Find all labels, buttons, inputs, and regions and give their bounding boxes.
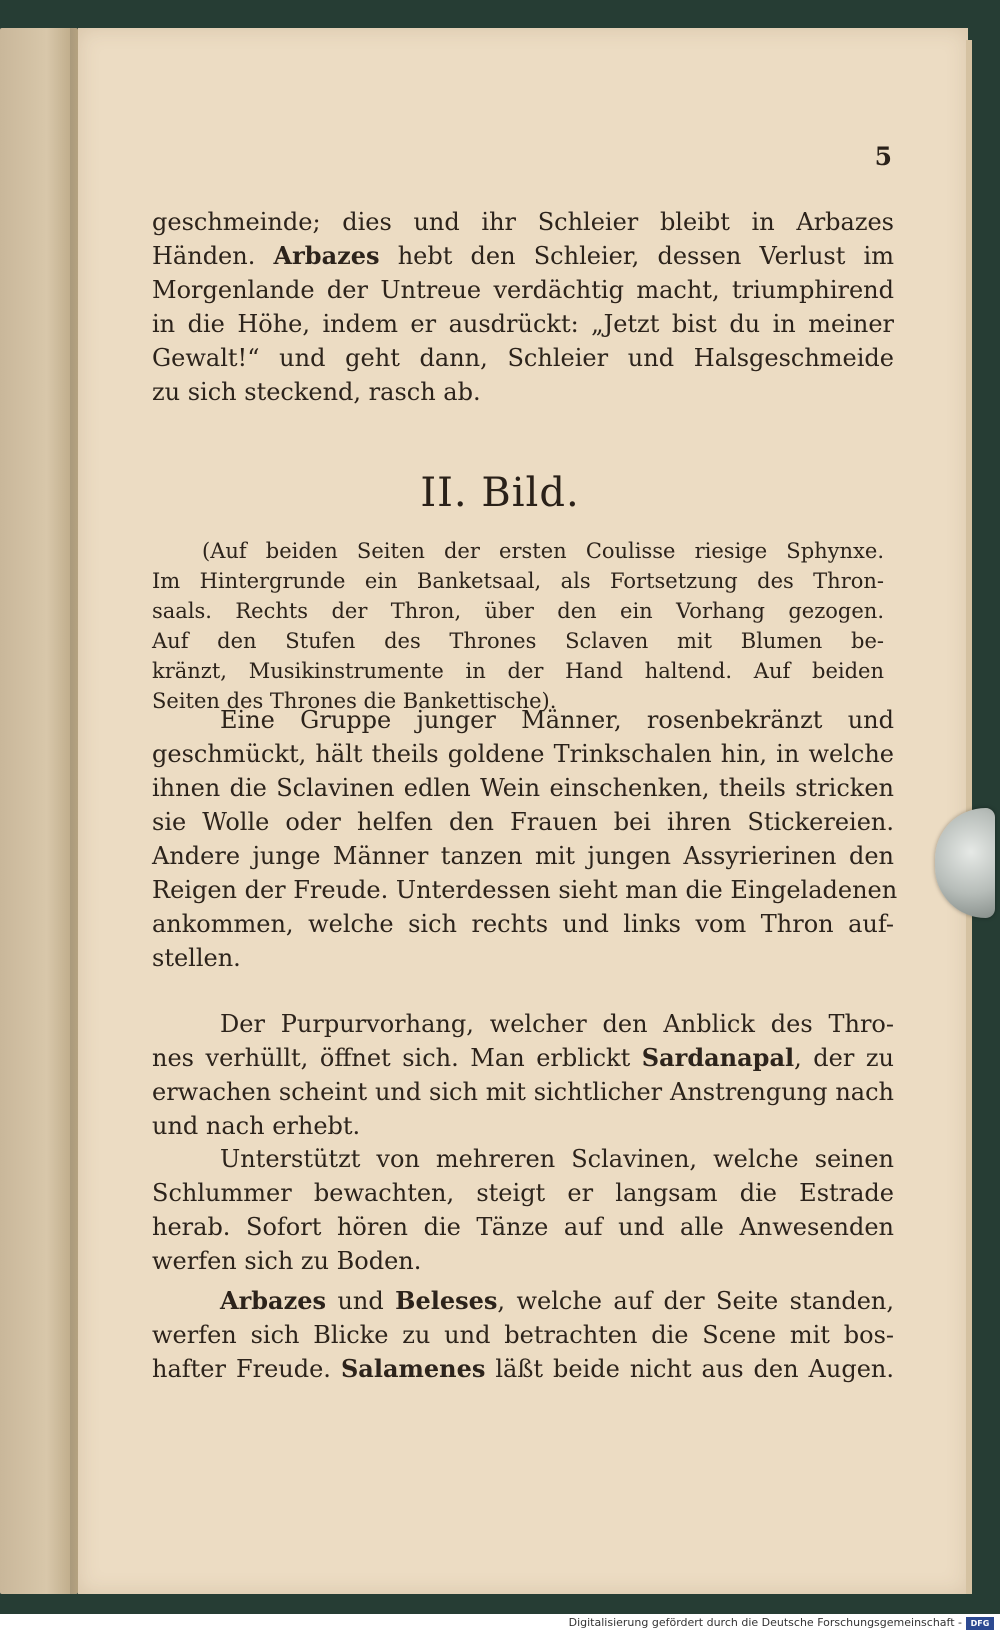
text-line: Im Hintergrunde ein Banketsaal, als Fortsetzung des Thron- [152, 569, 884, 593]
text-line: kränzt, Musikinstrumente in der Hand haltend. Auf beiden [152, 659, 884, 683]
character-name: Arbazes [273, 241, 380, 270]
stage-direction [152, 536, 884, 716]
text-line: ankommen, welche sich rechts und links vom Thron auf- [152, 910, 894, 938]
top-paragraph [152, 205, 894, 409]
paragraph [152, 1284, 894, 1386]
text-line: Arbazes und Beleses, welche auf der Seite standen, [220, 1286, 894, 1315]
text-line: in die Höhe, indem er ausdrückt: „Jetzt bist du in meiner [152, 310, 894, 338]
text-line: Gewalt!“ und geht dann, Schleier und Halsgeschmeide [152, 344, 894, 372]
paragraph [152, 703, 898, 975]
text-line: geschmückt, hält theils goldene Trinkschalen hin, in welche [152, 740, 894, 768]
text-line: Morgenlande der Untreue verdächtig macht, triumphirend [152, 276, 894, 304]
text-line: Händen. Arbazes hebt den Schleier, dessen Verlust im [152, 241, 894, 270]
text-line: und nach erhebt. [152, 1112, 361, 1140]
text-line: nes verhüllt, öffnet sich. Man erblickt Sardanapal, der zu [152, 1043, 894, 1072]
text-line: (Auf beiden Seiten der ersten Coulisse riesige Sphynxe. [202, 539, 884, 563]
digitization-credit: Digitalisierung gefördert durch die Deutsche Forschungsgemeinschaft - [568, 1616, 962, 1629]
text-line: stellen. [152, 944, 241, 972]
character-name: Sardanapal [641, 1043, 795, 1072]
character-name: Arbazes [220, 1286, 327, 1315]
text-line: saals. Rechts der Thron, über den ein Vorhang gezogen. [152, 599, 884, 623]
text-line: geschmeinde; dies und ihr Schleier bleibt in Arbazes [152, 208, 894, 236]
text-line: Der Purpurvorhang, welcher den Anblick des Thro- [220, 1010, 894, 1038]
left-page-edge [0, 28, 78, 1594]
text-line: werfen sich zu Boden. [152, 1247, 422, 1275]
text-line: Unterstützt von mehreren Sclavinen, welche seinen [220, 1145, 894, 1173]
dfg-logo-icon: DFG [966, 1617, 994, 1630]
text-line: sie Wolle oder helfen den Frauen bei ihren Stickereien. [152, 808, 894, 836]
text-line: hafter Freude. Salamenes läßt beide nicht aus den Augen. [152, 1354, 894, 1383]
scene-heading: II. Bild. [420, 470, 580, 516]
text-line: ihnen die Sclavinen edlen Wein einschenken, theils stricken [152, 774, 894, 802]
text-line: erwachen scheint und sich mit sichtlicher Anstrengung nach [152, 1078, 894, 1106]
character-name: Beleses [395, 1286, 498, 1315]
text-line: zu sich steckend, rasch ab. [152, 378, 481, 406]
text-line: Seiten des Thrones die Bankettische). [152, 689, 557, 713]
page-number: 5 [874, 142, 892, 171]
footer-bar [0, 1614, 1000, 1634]
text-line: werfen sich Blicke zu und betrachten die Scene mit bos- [152, 1321, 894, 1349]
text-line: Eine Gruppe junger Männer, rosenbekränzt und [220, 706, 894, 734]
text-line: Auf den Stufen des Thrones Sclaven mit Blumen be- [152, 629, 884, 653]
paragraph [152, 1007, 894, 1143]
text-line: Schlummer bewachten, steigt er langsam die Estrade [152, 1179, 894, 1207]
character-name: Salamenes [340, 1354, 486, 1383]
text-line: Andere junge Männer tanzen mit jungen Assyrierinen den [152, 842, 894, 870]
text-line: Reigen der Freude. Unterdessen sieht man die Eingeladenen [152, 876, 898, 904]
paragraph [152, 1142, 894, 1278]
text-line: herab. Sofort hören die Tänze auf und alle Anwesenden [152, 1213, 894, 1241]
